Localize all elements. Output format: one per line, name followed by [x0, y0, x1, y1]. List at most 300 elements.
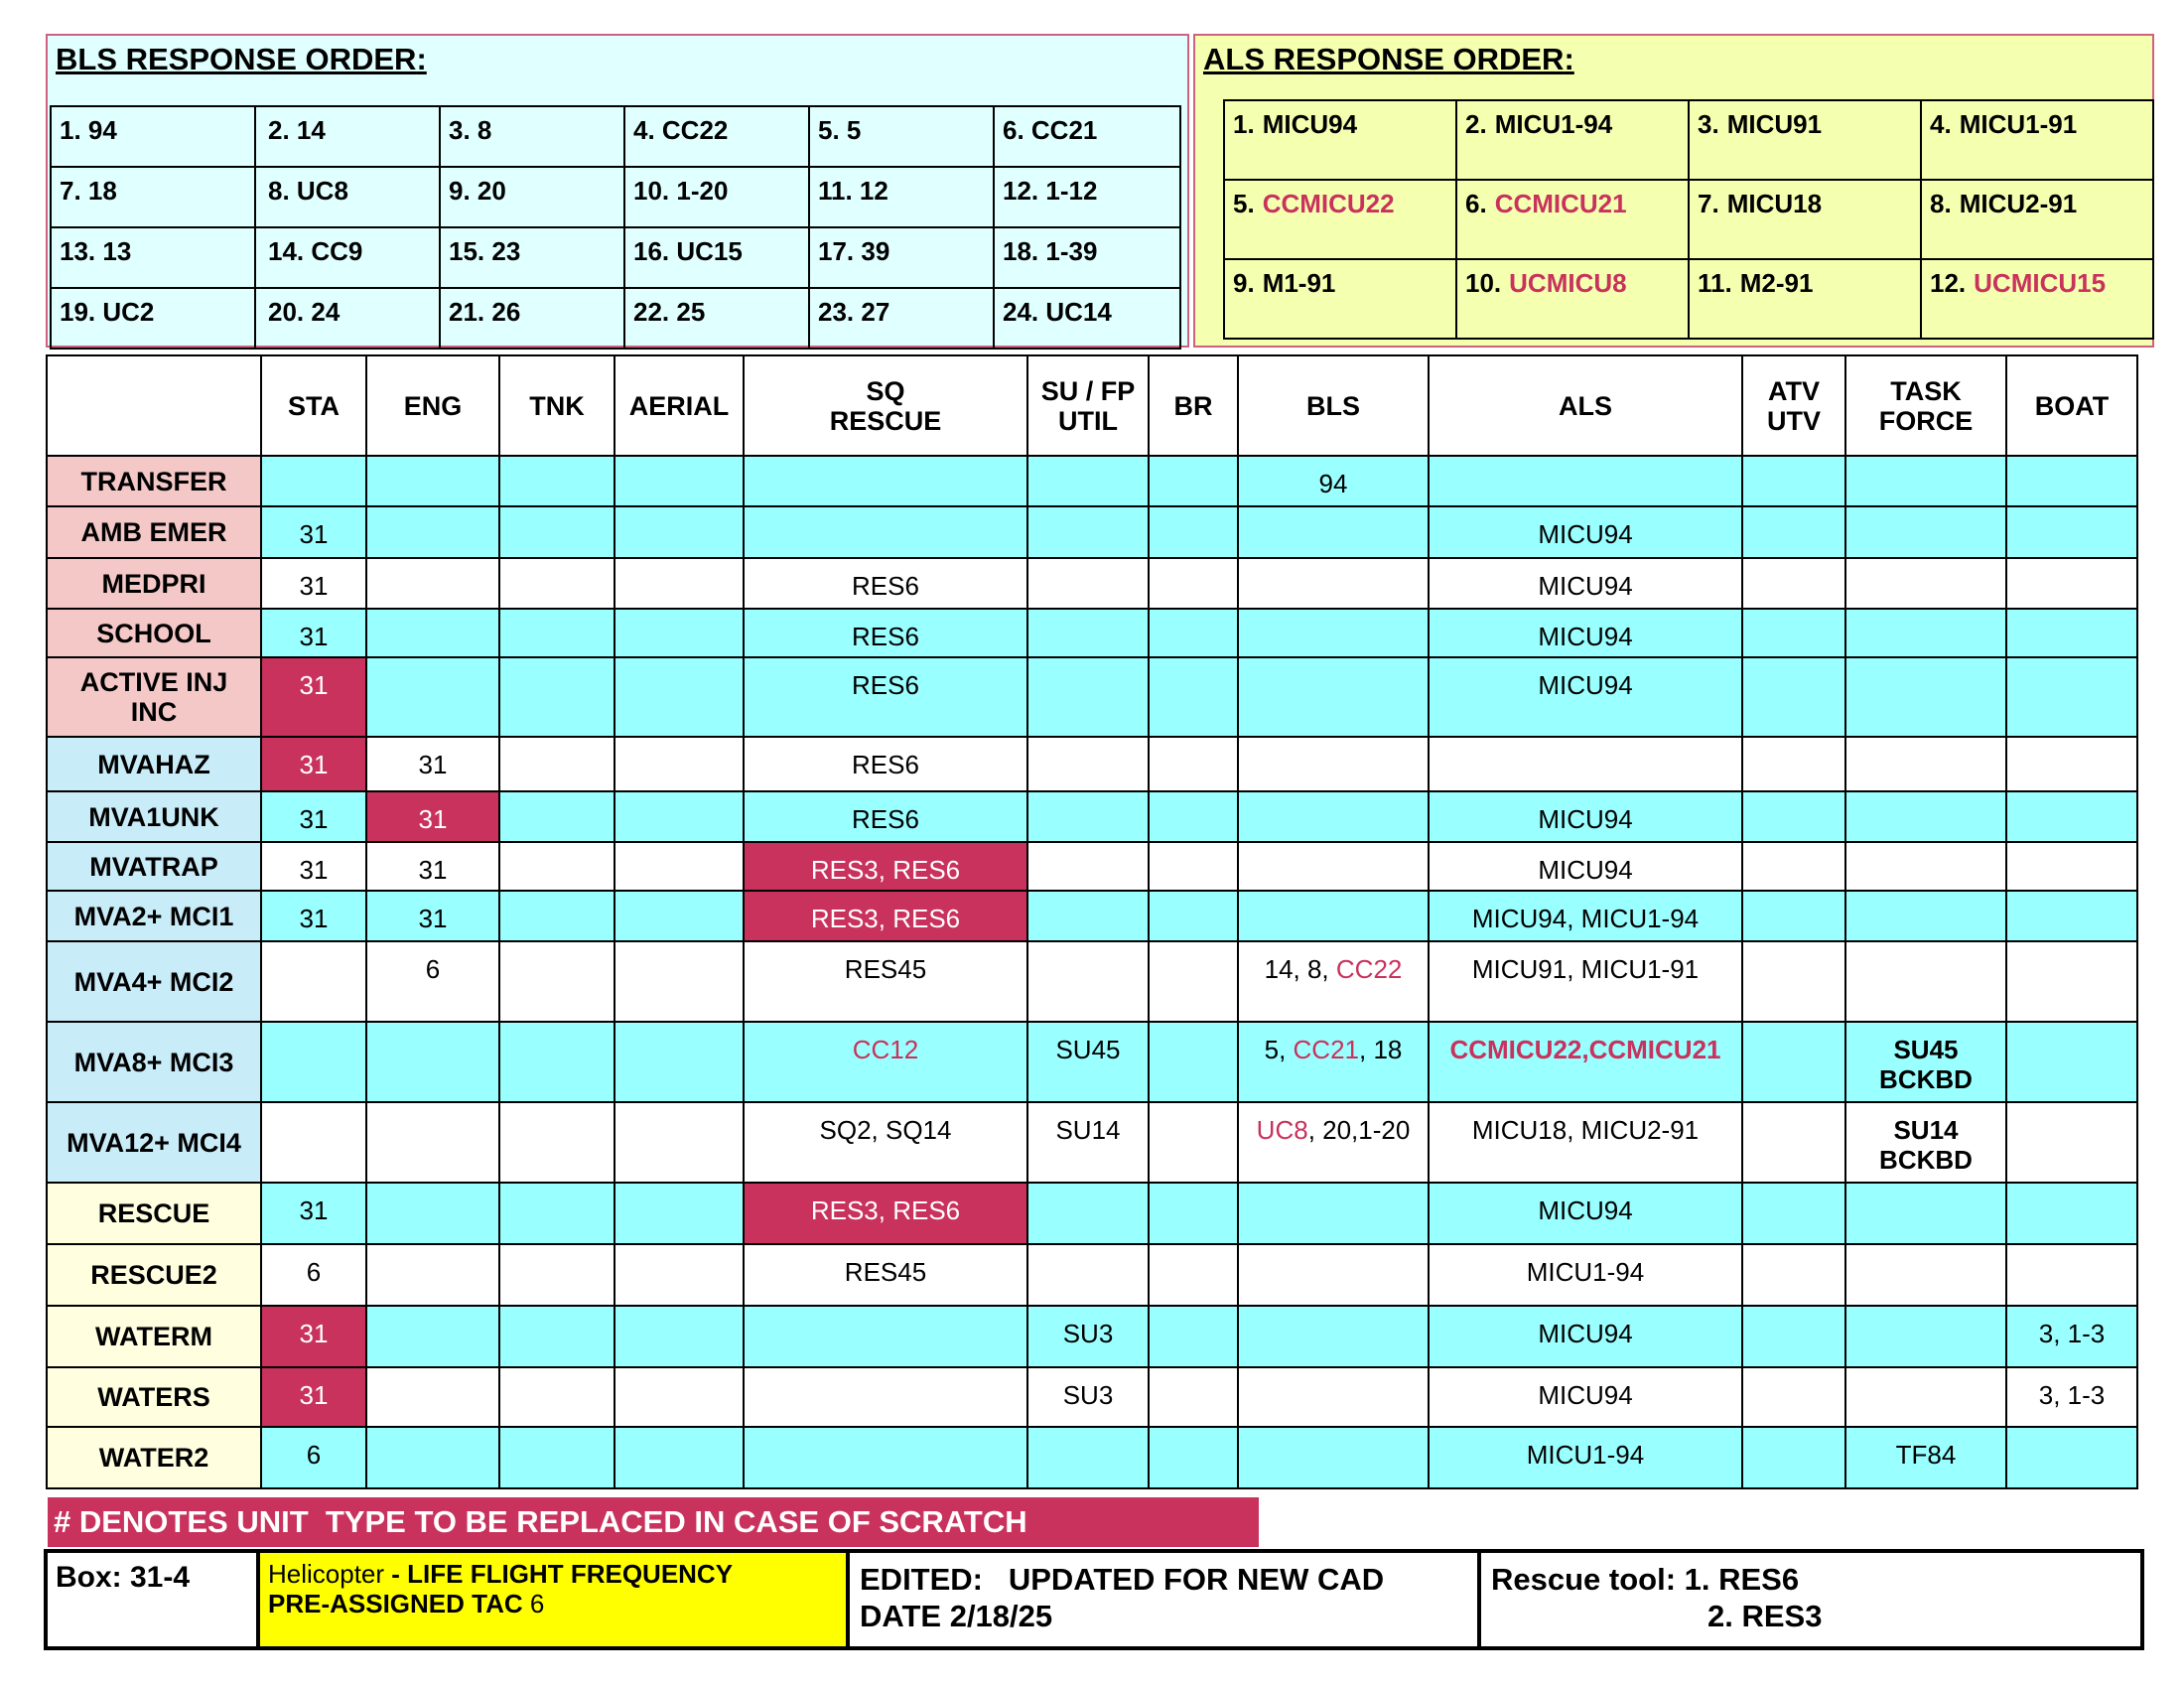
bls-order-cell: [624, 227, 809, 288]
cell-content: [1743, 892, 1844, 904]
cell-content: [1430, 1023, 1741, 1064]
cell-content: [1239, 457, 1428, 498]
grid-cell: [261, 842, 366, 891]
cell-text-part: , 20,1-20: [1307, 1115, 1411, 1145]
cell-content: [615, 792, 743, 804]
cell-content: [1743, 1184, 1844, 1196]
grid-row: [47, 1367, 2137, 1427]
grid-row: [47, 1022, 2137, 1102]
bls-order-entry: 5. 5: [818, 115, 862, 145]
cell-text: 31: [418, 904, 448, 933]
bls-order-entry: 16. UC15: [633, 236, 743, 266]
cell-content: [1743, 843, 1844, 855]
cell-content: [1239, 1245, 1428, 1257]
als-order-cell: [1689, 100, 1921, 180]
cell-content: [1430, 1103, 1741, 1145]
bls-order-row: [51, 167, 1180, 227]
als-order-unit: MICU91: [1726, 109, 1823, 139]
als-order-unit: CCMICU22: [1262, 189, 1395, 218]
als-order-row: [1224, 100, 2153, 180]
grid-cell: [2006, 657, 2137, 737]
bls-order-cell: [51, 288, 255, 349]
grid-cell: [1238, 456, 1429, 506]
cell-text-part: , 18: [1359, 1035, 1403, 1064]
cell-content: [1028, 892, 1148, 904]
grid-cell: [1845, 506, 2006, 558]
grid-cell: [499, 1427, 614, 1488]
grid-column-header: [614, 355, 744, 456]
grid-cell: [1845, 1102, 2006, 1183]
cell-text: 31: [299, 1196, 329, 1225]
cell-text: SU3: [1062, 1380, 1114, 1410]
incident-type-text: MVAHAZ: [97, 749, 210, 779]
grid-cell: [1742, 456, 1845, 506]
grid-cell: [1742, 791, 1845, 842]
grid-cell: [1027, 1102, 1149, 1183]
bls-order-cell: [255, 106, 440, 167]
cell-content: [615, 559, 743, 571]
grid-cell: [1845, 891, 2006, 941]
grid-cell: [1149, 1183, 1238, 1244]
cell-content: [1743, 610, 1844, 622]
column-header-label: ALS: [1559, 390, 1612, 421]
grid-cell: [1238, 558, 1429, 609]
grid-cell: [499, 891, 614, 941]
grid-cell: [1845, 558, 2006, 609]
incident-type-label: [47, 1306, 261, 1367]
cell-text: 31: [299, 904, 329, 933]
grid-cell: [2006, 1183, 2137, 1244]
cell-content: [1430, 792, 1741, 834]
grid-cell: [261, 1306, 366, 1367]
cell-text: SU14: [1055, 1115, 1121, 1145]
cell-content: [1430, 559, 1741, 601]
cell-content: [500, 843, 614, 855]
cell-text: RES3, RES6: [810, 855, 961, 885]
grid-cell: [614, 456, 744, 506]
cell-content: [1239, 1307, 1428, 1319]
grid-row: [47, 791, 2137, 842]
grid-cell: [1149, 791, 1238, 842]
grid-cell: [1238, 609, 1429, 657]
cell-content: [262, 843, 365, 885]
als-order-cell: [1456, 259, 1689, 339]
grid-cell: [366, 791, 499, 842]
cell-text: 31: [299, 855, 329, 885]
grid-cell: [1429, 1022, 1742, 1102]
cell-content: [1150, 610, 1237, 622]
bls-order-cell: [809, 227, 994, 288]
grid-cell: [1429, 1244, 1742, 1306]
grid-column-header: [47, 355, 261, 456]
bls-order-cell: [994, 227, 1180, 288]
incident-type-label: [47, 791, 261, 842]
cell-content: [262, 1245, 365, 1287]
cell-text: 6: [306, 1257, 322, 1287]
cell-text: MICU1-94: [1526, 1257, 1645, 1287]
cell-content: [500, 559, 614, 571]
cell-content: [262, 1307, 365, 1348]
bls-order-entry: 24. UC14: [1003, 297, 1112, 327]
grid-cell: [499, 842, 614, 891]
grid-column-header: [1238, 355, 1429, 456]
als-order-number: 9.: [1233, 268, 1255, 298]
cell-content: [1743, 457, 1844, 469]
cell-content: [1846, 610, 2005, 622]
grid-cell: [1238, 1427, 1429, 1488]
cell-content: [262, 738, 365, 779]
grid-row: [47, 558, 2137, 609]
als-order-unit: MICU1-91: [1959, 109, 2078, 139]
cell-content: [1150, 658, 1237, 670]
cell-content: [2007, 457, 2136, 469]
grid-cell: [499, 1367, 614, 1427]
cell-content: [745, 1307, 1026, 1319]
column-header-label: ATV UTV: [1767, 375, 1821, 436]
incident-type-text: WATERM: [95, 1322, 212, 1351]
als-order-number: 3.: [1698, 109, 1719, 139]
cell-text: 31: [299, 1319, 329, 1348]
cell-content: [615, 1023, 743, 1035]
grid-cell: [499, 657, 614, 737]
grid-cell: [1149, 1102, 1238, 1183]
grid-cell: [366, 1022, 499, 1102]
cell-content: [1846, 1428, 2005, 1470]
cell-content: [262, 792, 365, 834]
cell-content: [262, 1103, 365, 1115]
cell-content: [1846, 1307, 2005, 1319]
cell-content: [2007, 1307, 2136, 1348]
grid-cell: [499, 1183, 614, 1244]
grid-cell: [1845, 657, 2006, 737]
cell-content: [1743, 1023, 1844, 1035]
cell-content: [1743, 942, 1844, 954]
grid-row: [47, 657, 2137, 737]
grid-cell: [499, 506, 614, 558]
cell-text: SU3: [1062, 1319, 1114, 1348]
als-order-cell: [1921, 180, 2153, 259]
grid-cell: [261, 1183, 366, 1244]
bls-order-entry: 8. UC8: [268, 176, 348, 206]
cell-content: [2007, 658, 2136, 670]
bls-order-cell: [255, 227, 440, 288]
cell-text-part: CCMICU22,CCMICU21: [1449, 1035, 1721, 1064]
grid-cell: [1149, 558, 1238, 609]
grid-cell: [2006, 456, 2137, 506]
bls-order-cell: [51, 106, 255, 167]
bls-order-entry: 3. 8: [449, 115, 492, 145]
cell-text: MICU94: [1538, 1319, 1633, 1348]
grid-cell: [744, 791, 1027, 842]
grid-cell: [1429, 609, 1742, 657]
grid-cell: [1742, 657, 1845, 737]
grid-cell: [1845, 1367, 2006, 1427]
incident-type-text: MEDPRI: [101, 568, 206, 599]
grid-cell: [1149, 941, 1238, 1022]
grid-cell: [1238, 1244, 1429, 1306]
grid-cell: [1742, 1427, 1845, 1488]
grid-cell: [1742, 1244, 1845, 1306]
grid-cell: [1238, 506, 1429, 558]
grid-row: [47, 506, 2137, 558]
cell-content: [500, 942, 614, 954]
bls-order-cell: [440, 106, 624, 167]
incident-type-text: SCHOOL: [96, 618, 211, 648]
grid-cell: [366, 558, 499, 609]
grid-cell: [1429, 737, 1742, 791]
helicopter-label: Helicopter: [268, 1559, 385, 1589]
grid-cell: [261, 737, 366, 791]
cell-content: [1430, 738, 1741, 750]
als-order-number: 5.: [1233, 189, 1255, 218]
cell-content: [745, 738, 1026, 779]
incident-type-label: [47, 1244, 261, 1306]
cell-content: [615, 1368, 743, 1380]
cell-content: [367, 457, 498, 469]
cell-text: MICU94, MICU1-94: [1471, 904, 1700, 933]
cell-content: [1150, 1428, 1237, 1440]
cell-content: [1150, 892, 1237, 904]
cell-content: [367, 843, 498, 885]
cell-content: [367, 559, 498, 571]
incident-type-text: RESCUE2: [90, 1260, 217, 1290]
cell-content: [1846, 1368, 2005, 1380]
grid-cell: [614, 506, 744, 558]
grid-cell: [1429, 558, 1742, 609]
cell-content: [367, 1023, 498, 1035]
cell-content: [262, 942, 365, 954]
cell-content: [1430, 1368, 1741, 1410]
cell-content: [1239, 610, 1428, 622]
grid-column-header: [1742, 355, 1845, 456]
cell-text: RES6: [852, 804, 919, 834]
cell-content: [1743, 1428, 1844, 1440]
cell-content: [500, 1184, 614, 1196]
grid-cell: [614, 941, 744, 1022]
incident-type-label: [47, 941, 261, 1022]
cell-text: MICU94: [1538, 855, 1633, 885]
cell-content: [500, 1023, 614, 1035]
grid-cell: [499, 737, 614, 791]
cell-content: [367, 658, 498, 670]
cell-content: [1239, 1428, 1428, 1440]
als-order-unit: MICU18: [1726, 189, 1823, 218]
grid-row: [47, 842, 2137, 891]
cell-content: [1150, 1184, 1237, 1196]
incident-type-label: [47, 842, 261, 891]
cell-content: [1239, 658, 1428, 670]
cell-content: [1150, 507, 1237, 519]
cell-text: 31: [299, 519, 329, 549]
als-order-number: 12.: [1930, 268, 1967, 298]
cell-content: [1028, 1245, 1148, 1257]
cell-content: [262, 1368, 365, 1410]
grid-cell: [2006, 1022, 2137, 1102]
cell-text: 31: [418, 855, 448, 885]
cell-content: [1028, 1368, 1148, 1410]
grid-cell: [1149, 1367, 1238, 1427]
als-order-cell: [1689, 180, 1921, 259]
cell-content: [1430, 1428, 1741, 1470]
cell-content: [1150, 1023, 1237, 1035]
grid-cell: [744, 456, 1027, 506]
cell-content: [367, 507, 498, 519]
grid-cell: [1238, 657, 1429, 737]
grid-column-header: [2006, 355, 2137, 456]
grid-cell: [366, 891, 499, 941]
incident-type-text: MVATRAP: [89, 851, 218, 882]
grid-cell: [2006, 1244, 2137, 1306]
cell-content: [615, 1103, 743, 1115]
bls-order-entry: 17. 39: [818, 236, 890, 266]
cell-content: [500, 1368, 614, 1380]
cell-content: [1430, 1307, 1741, 1348]
bls-order-cell: [440, 227, 624, 288]
grid-cell: [2006, 558, 2137, 609]
bls-order-cell: [994, 167, 1180, 227]
grid-cell: [499, 1306, 614, 1367]
grid-cell: [1149, 1244, 1238, 1306]
grid-cell: [1742, 609, 1845, 657]
grid-cell: [366, 456, 499, 506]
grid-row: [47, 1183, 2137, 1244]
als-order-number: 2.: [1465, 109, 1487, 139]
grid-column-header: [1845, 355, 2006, 456]
cell-content: [1743, 738, 1844, 750]
cell-content: [615, 457, 743, 469]
cell-content: [1150, 1307, 1237, 1319]
grid-cell: [614, 1022, 744, 1102]
grid-cell: [366, 657, 499, 737]
als-order-row: [1224, 180, 2153, 259]
grid-cell: [366, 1427, 499, 1488]
cell-text: 31: [299, 622, 329, 651]
grid-cell: [2006, 842, 2137, 891]
grid-cell: [1845, 941, 2006, 1022]
grid-cell: [366, 1306, 499, 1367]
grid-cell: [744, 506, 1027, 558]
cell-content: [1028, 507, 1148, 519]
bls-order-entry: 11. 12: [818, 176, 888, 206]
cell-content: [745, 843, 1026, 885]
cell-content: [1150, 1368, 1237, 1380]
grid-cell: [1429, 1367, 1742, 1427]
grid-column-header: [1429, 355, 1742, 456]
cell-content: [2007, 1103, 2136, 1115]
grid-cell: [744, 609, 1027, 657]
bls-order-cell: [440, 167, 624, 227]
cell-content: [745, 1103, 1026, 1145]
incident-type-text: MVA12+ MCI4: [67, 1127, 241, 1158]
grid-cell: [499, 791, 614, 842]
grid-cell: [366, 506, 499, 558]
cell-content: [1239, 942, 1428, 984]
grid-cell: [261, 791, 366, 842]
grid-cell: [2006, 737, 2137, 791]
grid-cell: [1742, 842, 1845, 891]
grid-cell: [261, 1244, 366, 1306]
grid-cell: [1429, 657, 1742, 737]
incident-type-label: [47, 891, 261, 941]
cell-content: [2007, 559, 2136, 571]
cell-text: SU45: [1055, 1035, 1121, 1064]
cell-content: [1430, 1184, 1741, 1225]
cell-content: [615, 1428, 743, 1440]
bls-order-entry: 2. 14: [268, 115, 326, 145]
cell-content: [1239, 1023, 1428, 1064]
cell-content: [745, 457, 1026, 469]
cell-content: [1150, 792, 1237, 804]
incident-type-label: [47, 609, 261, 657]
grid-cell: [1238, 891, 1429, 941]
grid-cell: [1149, 1306, 1238, 1367]
grid-cell: [1027, 1427, 1149, 1488]
grid-column-header: [1149, 355, 1238, 456]
cell-content: [2007, 610, 2136, 622]
grid-cell: [261, 506, 366, 558]
grid-cell: [1429, 1306, 1742, 1367]
cell-content: [615, 738, 743, 750]
grid-cell: [1845, 842, 2006, 891]
grid-row: [47, 456, 2137, 506]
grid-cell: [1027, 1306, 1149, 1367]
grid-row: [47, 1244, 2137, 1306]
column-header-label: BR: [1173, 390, 1213, 421]
cell-content: [745, 942, 1026, 984]
cell-content: [1239, 843, 1428, 855]
cell-content: [367, 610, 498, 622]
cell-content: [615, 1184, 743, 1196]
cell-text: RES6: [852, 750, 919, 779]
cell-content: [500, 1428, 614, 1440]
cell-content: [1150, 738, 1237, 750]
incident-type-text: MVA4+ MCI2: [73, 966, 234, 997]
grid-row: [47, 1306, 2137, 1367]
grid-cell: [744, 558, 1027, 609]
cell-content: [1846, 1103, 2005, 1175]
cell-text: RES6: [852, 670, 919, 700]
cell-content: [1430, 610, 1741, 651]
grid-cell: [1742, 1183, 1845, 1244]
grid-cell: [1149, 609, 1238, 657]
grid-cell: [1429, 1102, 1742, 1183]
cell-content: [615, 1245, 743, 1257]
cell-content: [2007, 507, 2136, 519]
grid-cell: [1845, 737, 2006, 791]
cell-content: [1743, 559, 1844, 571]
grid-cell: [1742, 1306, 1845, 1367]
cell-text-part: CC12: [852, 1035, 919, 1064]
grid-cell: [1027, 891, 1149, 941]
grid-cell: [1429, 941, 1742, 1022]
cell-content: [745, 507, 1026, 519]
als-order-cell: [1921, 100, 2153, 180]
bls-order-entry: 12. 1-12: [1003, 176, 1098, 206]
cell-content: [1150, 457, 1237, 469]
grid-cell: [261, 609, 366, 657]
cell-content: [262, 1184, 365, 1225]
grid-row: [47, 1427, 2137, 1488]
bls-order-cell: [809, 106, 994, 167]
cell-content: [745, 1184, 1026, 1225]
als-order-unit: M2-91: [1739, 268, 1814, 298]
bls-response-order-panel: [46, 34, 1189, 348]
cell-content: [500, 1245, 614, 1257]
grid-cell: [366, 1102, 499, 1183]
helicopter-info: Helicopter - LIFE FLIGHT FREQUENCY PRE-ASSIGNED TAC 6: [258, 1551, 848, 1648]
cell-content: [1028, 1103, 1148, 1145]
bls-order-cell: [624, 106, 809, 167]
